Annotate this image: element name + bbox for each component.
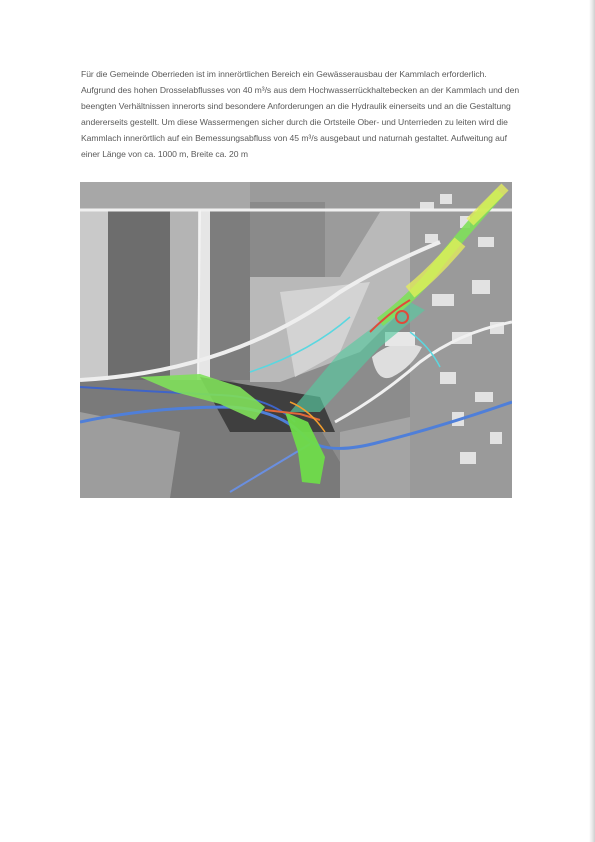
description-line: Für die Gemeinde Oberrieden ist im innerörtlichen Bereich ein Gewässerausbau der Kammlach erforderlich. bbox=[81, 69, 487, 79]
description-line: beengten Verhältnissen innerorts sind besondere Anforderungen an die Hydraulik einerseits und an die Gestaltung bbox=[81, 100, 511, 111]
description-line: einer Länge von ca. 1000 m, Breite ca. 20 m bbox=[81, 148, 248, 159]
description-line: Aufgrund des hohen Drosselabflusses von 40 m³/s aus dem Hochwasserrückhaltebecken an der Kammlach und den bbox=[81, 84, 520, 95]
description-line: Kammlach innerörtlich auf ein Bemessungsabfluss von 45 m³/s ausgebaut und naturnah gestaltet. Aufweitung auf bbox=[81, 132, 507, 143]
description-line: andererseits gestellt. Um diese Wassermengen sicher durch die Ortsteile Ober- und Unterrieden zu leiten wird die bbox=[81, 116, 508, 127]
project-description bbox=[81, 67, 531, 162]
page-edge-shadow bbox=[589, 0, 595, 842]
aerial-site-plan-image bbox=[80, 182, 512, 498]
